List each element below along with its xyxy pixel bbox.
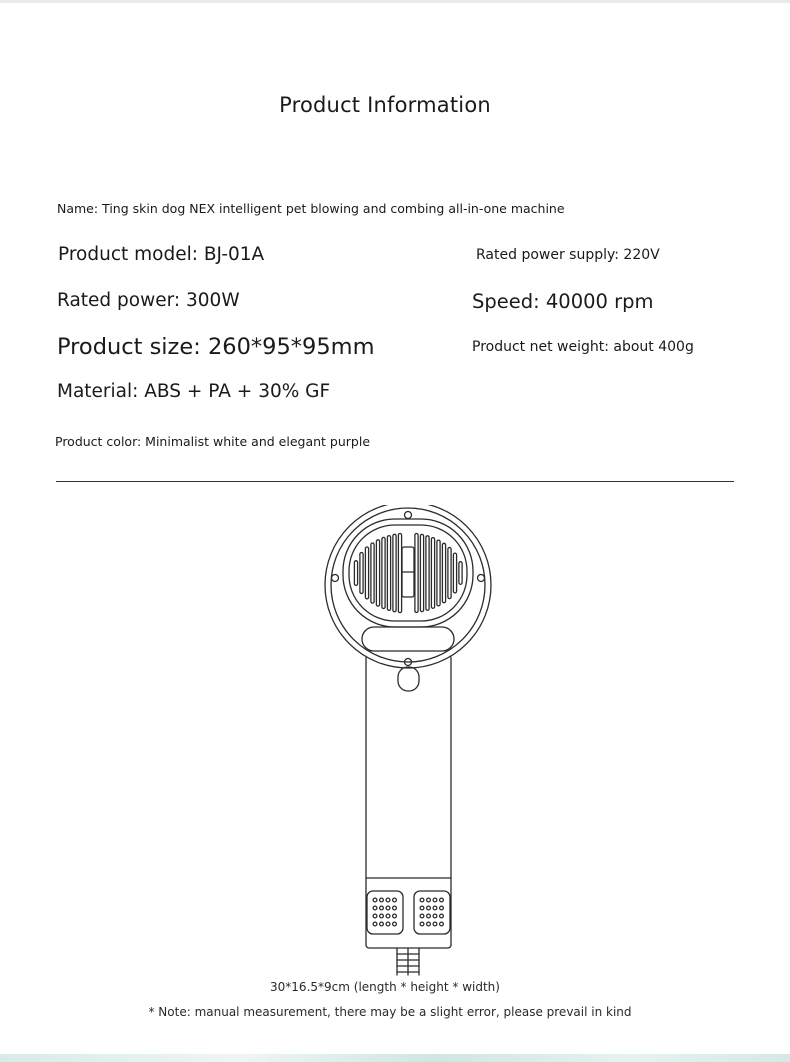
spec-net-weight: Product net weight: about 400g [472,339,694,355]
bottom-edge-band [0,1054,790,1062]
dimensions-caption: 30*16.5*9cm (length * height * width) [270,980,500,994]
spec-color: Product color: Minimalist white and elegant purple [55,434,371,449]
spec-speed: Speed: 40000 rpm [472,290,654,313]
spec-model: Product model: BJ-01A [58,244,265,265]
top-edge-band [0,0,790,3]
section-divider [56,481,734,482]
spec-rated-power: Rated power: 300W [57,290,240,311]
page-title: Product Information [279,93,491,117]
spec-power-supply: Rated power supply: 220V [476,247,660,263]
pet-dryer-line-drawing [315,505,505,977]
spec-name: Name: Ting skin dog NEX intelligent pet blowing and combing all-in-one machine [57,201,565,216]
spec-size: Product size: 260*95*95mm [57,334,375,360]
spec-material: Material: ABS + PA + 30% GF [57,381,331,402]
measurement-note: * Note: manual measurement, there may be a slight error, please prevail in kind [148,1005,632,1019]
